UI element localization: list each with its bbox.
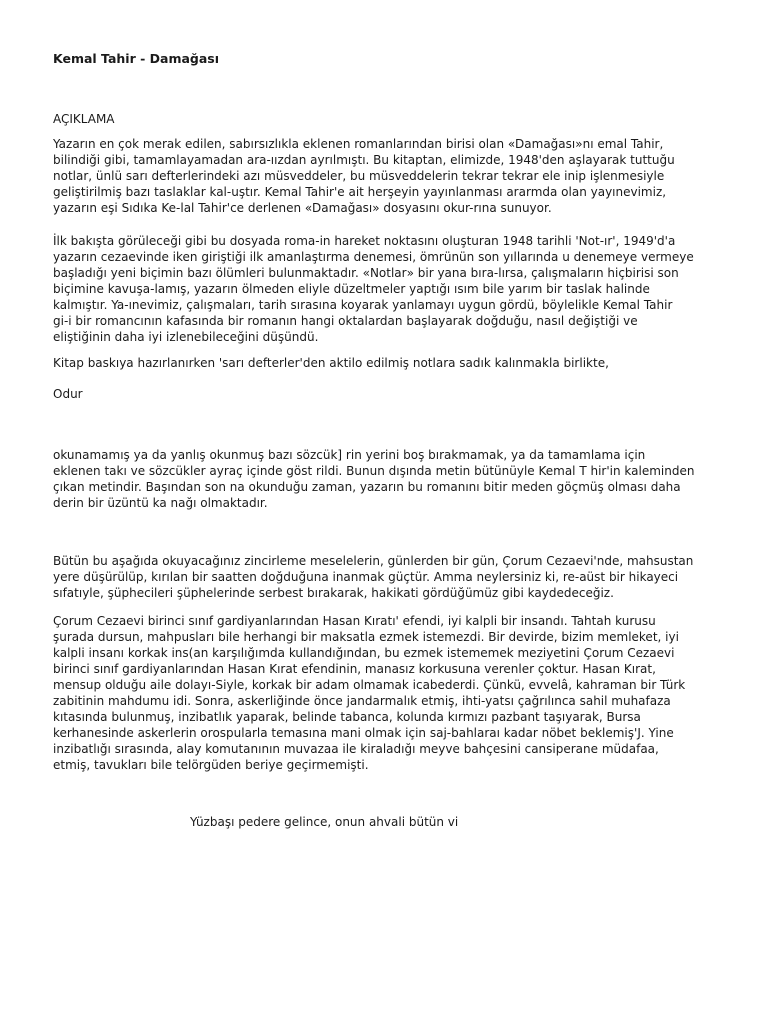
text-line: İlk bakışta görüleceği gibi bu dosyada roma-in hareket noktasını oluşturan 1948 tarihli 'Not-ır', 1949'd'a xyxy=(53,234,676,248)
text-line: yere düşürülüp, kırılan bir saatten doğduğuna inanmak güçtür. Amma neylersiniz ki, re-aüst bir hikayeci xyxy=(53,570,679,584)
text-line: eliştiğinin daha iyi izlenebileceğini düşündü. xyxy=(53,330,319,344)
paragraph-2 xyxy=(53,233,738,345)
text-line: başladığı yeni biçimin bazı ölümleri bulunmaktadır. «Notlar» bir yana bıra-lırsa, çalışmaların hiçbirisi son xyxy=(53,266,679,280)
paragraph-8 xyxy=(190,814,768,830)
text-line: çıkan metindir. Başından son na okunduğu zaman, yazarın bu romanını bitir meden göçmüş olması daha xyxy=(53,480,681,494)
text-line: eklenen takı ve sözcükler ayraç içinde göst rildi. Bunun dışında metin bütünüyle Kemal T hir'in kaleminden xyxy=(53,464,695,478)
text-line: yazarın eşi Sıdıka Ke-lal Tahir'ce derlenen «Damağası» dosyasını okur-rına sunuyor. xyxy=(53,201,552,215)
section-heading: AÇIKLAMA xyxy=(53,112,115,126)
paragraph-3 xyxy=(53,355,738,371)
text-line: kalmıştır. Ya-ınevimiz, çalışmaları, tarih sırasına koyarak yanlamayı uygun gördü, böylelikle Kemal Tahir xyxy=(53,298,673,312)
paragraph-7 xyxy=(53,613,738,773)
text-line: inzibatlığı sırasında, alay komutanının muvazaa ile kiraladığı meyve bahçesini cansiperane müdafaa, xyxy=(53,742,659,756)
paragraph-5 xyxy=(53,447,738,511)
document-title: Kemal Tahir - Damağası xyxy=(53,51,220,66)
text-line: notlar, ünlü sarı defterlerindeki azı müsveddeler, bu müsveddelerin tekrar tekrar ele inip işlenmesiyle xyxy=(53,169,665,183)
text-line: birinci sınıf gardiyanlarından Hasan Kırat efendinin, manasız korkusuna verenler çoktur. Hasan Kırat, xyxy=(53,662,656,676)
text-line: sıfatıyle, şüphecileri şüphelerinde serbest bırakarak, hakikati gördüğümüz gibi kaydedeceğiz. xyxy=(53,586,614,600)
text-line: Odur xyxy=(53,387,83,401)
text-line: biçimine kavuşa-lamış, yazarın ölmeden eliyle düzeltmeler yaptığı ısım bile yarım bir taslak halinde xyxy=(53,282,650,296)
text-line: kerhanesinde askerlerin orospularla temasına mani olmak için saj-bahlaraı kadar nöbet beklemiş'J. Yine xyxy=(53,726,674,740)
text-line: Kitap baskıya hazırlanırken 'sarı defterler'den aktilo edilmiş notlara sadık kalınmakla birlikte, xyxy=(53,356,609,370)
text-line: gi-i bir romancının kafasında bir romanın hangi oktalardan başlayarak doğduğu, nasıl değiştiği ve xyxy=(53,314,638,328)
text-line: Yazarın en çok merak edilen, sabırsızlıkla eklenen romanlarından birisi olan «Damağası»nı emal Tahir, xyxy=(53,137,664,151)
text-line: derin bir üzüntü ka nağı olmaktadır. xyxy=(53,496,268,510)
text-line: okunamamış ya da yanlış okunmuş bazı sözcük] rin yerini boş bırakmamak, ya da tamamlama için xyxy=(53,448,646,462)
text-line: Bütün bu aşağıda okuyacağınız zincirleme meselelerin, günlerden bir gün, Çorum Cezaevi'nde, mahsustan xyxy=(53,554,694,568)
text-line: şurada dursun, mahpusları bile herhangi bir maksatla ezmek istemezdi. Bir devirde, bizim memleket, iyi xyxy=(53,630,679,644)
text-line: etmiş, tavukları bile telörgüden beriye geçirmemişti. xyxy=(53,758,369,772)
text-line: Çorum Cezaevi birinci sınıf gardiyanlarından Hasan Kıratı' efendi, iyi kalpli bir insandı. Tahtah kurusu xyxy=(53,614,656,628)
text-line: kıtasında bulunmuş, inzibatlık yaparak, belinde tabanca, kolunda kırmızı pazbant taşıyarak, Bursa xyxy=(53,710,641,724)
paragraph-1 xyxy=(53,136,738,216)
text-line: geliştirilmiş bazı taslaklar kal-uştır. Kemal Tahir'e ait herşeyin yayınlanması ararmda olan yayınevimiz, xyxy=(53,185,667,199)
text-line: kalpli insanı korkak ins(an karşılığımda kullandığından, bu ezmek istememek meziyetini Çorum Cezaevi xyxy=(53,646,675,660)
text-line: yazarın cezaevinde iken giriştiği ilk amanlaştırma denemesi, ömrünün son yıllarında u denemeye vermeye xyxy=(53,250,694,264)
paragraph-6 xyxy=(53,553,738,601)
text-line: bilindiği gibi, tamamlayamadan ara-ıızdan ayrılmıştı. Bu kitaptan, elimizde, 1948'den aşlayarak tuttuğu xyxy=(53,153,675,167)
text-line: Yüzbaşı pedere gelince, onun ahvali bütün vi xyxy=(190,815,459,829)
text-line: zabitinin mahdumu idi. Sonra, askerliğinde önce jandarmalık etmiş, ihti-yatsı çağrılınca sahil muhafaza xyxy=(53,694,671,708)
text-line: mensup olduğu aile dolayı-Siyle, korkak bir adam olmamak icabederdi. Çünkü, evvelâ, kahraman bir Türk xyxy=(53,678,686,692)
paragraph-4 xyxy=(53,386,738,402)
